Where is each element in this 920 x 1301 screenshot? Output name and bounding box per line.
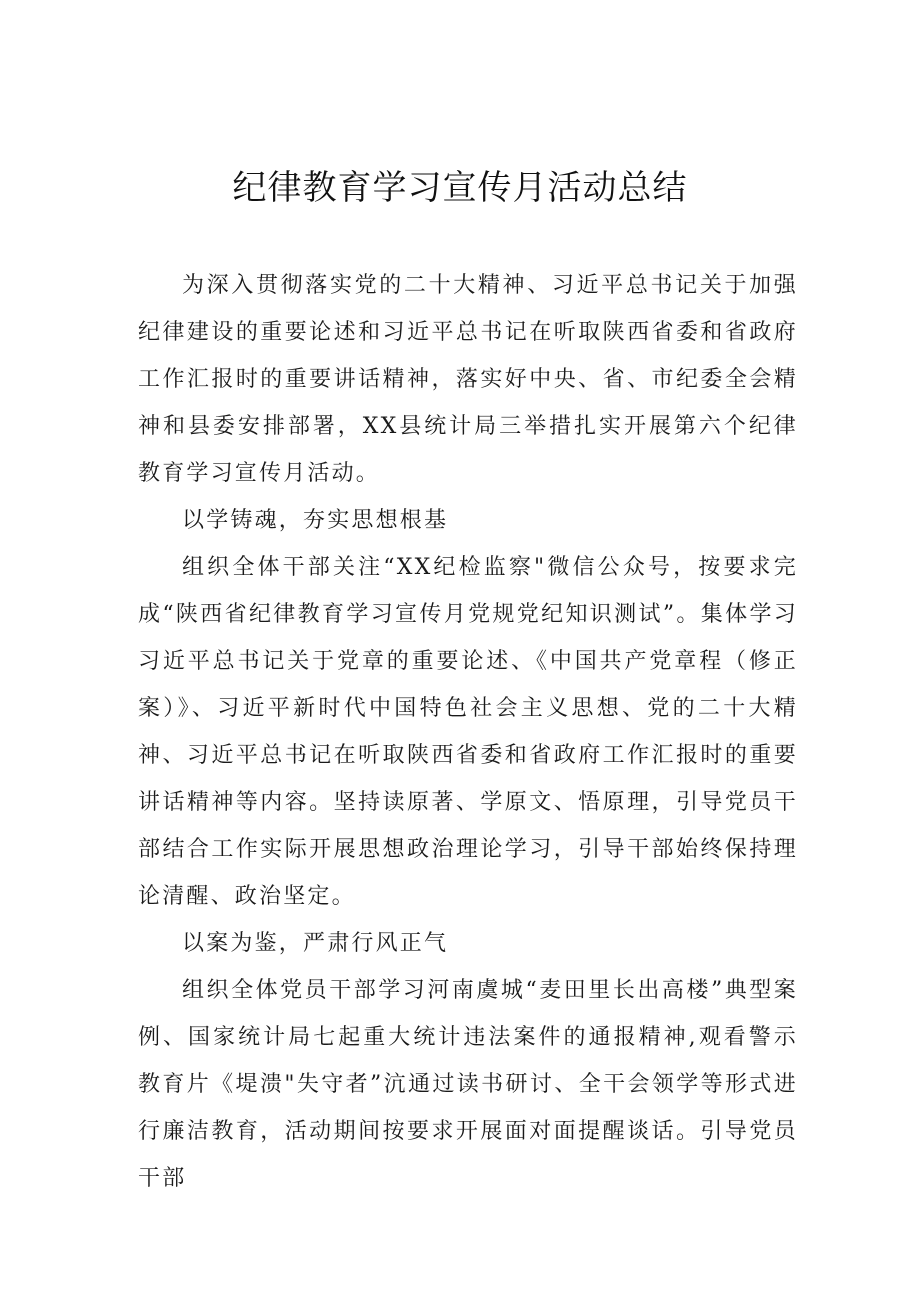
document-title: 纪律教育学习宣传月活动总结 <box>232 168 688 208</box>
intro-paragraph: 为深入贯彻落实党的二十大精神、习近平总书记关于加强纪律建设的重要论述和习近平总书记在听取陕西省委和省政府工作汇报时的重要讲话精神，落实好中央、省、市纪委全会精神和县委安排部署，XX县统计局三举措扎实开展第六个纪律教育学习宣传月活动。 <box>138 273 798 486</box>
document-body <box>138 262 798 1202</box>
section-heading-1: 以学铸魂，夯实思想根基 <box>182 508 449 533</box>
section-heading-2: 以案为鉴，严肃行风正气 <box>182 931 449 956</box>
section-1-paragraph: 组织全体干部关注“XX纪检监察"微信公众号，按要求完成“陕西省纪律教育学习宣传月党规党纪知识测试”。集体学习习近平总书记关于党章的重要论述、《中国共产党章程（修正案）》、习近平新时代中国特色社会主义思想、党的二十大精神、习近平总书记在听取陕西省委和省政府工作汇报时的重要讲话精神等内容。坚持读原著、学原文、悟原理，引导党员干部结合工作实际开展思想政治理论学习，引导干部始终保持理论清醒、政治坚定。 <box>138 555 798 909</box>
section-2-paragraph: 组织全体党员干部学习河南虞城“麦田里长出高楼”典型案例、国家统计局七起重大统计违法案件的通报精神,观看警示教育片《堤溃"失守者”沆通过读书研讨、全干会领学等形式进行廉洁教育，活动期间按要求开展面对面提醒谈话。引导党员干部 <box>138 978 798 1191</box>
